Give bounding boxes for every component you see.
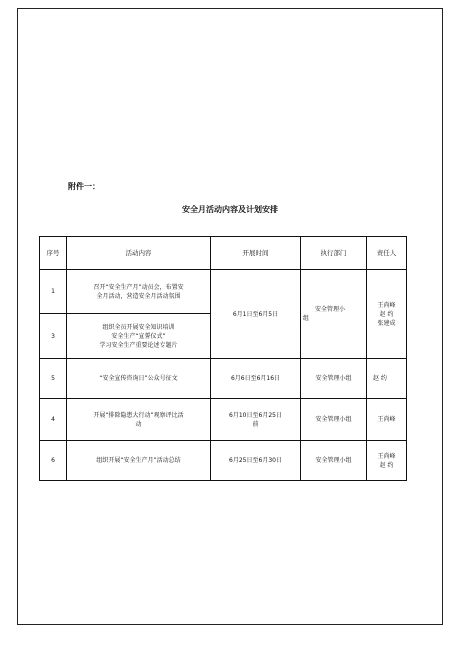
table-row [40,270,407,314]
row-content: 组织开展“安全生产月”活动总结 [67,441,211,481]
row-content: 组织全员开展安全知识培训 安全生产“宣誓仪式” 学习安全生产重要论述专题片 [67,314,211,359]
row-no: 6 [40,441,67,481]
table-header-row [40,237,407,270]
row-no: 4 [40,399,67,441]
row-no: 3 [40,314,67,359]
row-content: 召开“安全生产月”动员会，布置安 全月活动，营造安全月活动氛围 [67,270,211,314]
row-dept: 安全管理小 组 [301,270,367,359]
row-person: 王尚峰 [367,399,407,441]
document-title: 安全月活动内容及计划安排 [182,205,278,214]
row-dept: 安全管理小组 [301,359,367,399]
row-time: 6月6日至6月16日 [211,359,301,399]
header-no: 序号 [40,237,67,270]
row-person: 赵 约 [367,359,407,399]
row-time: 6月10日至6月25日 前 [211,399,301,441]
header-dept: 执行部门 [301,237,367,270]
row-person: 王尚峰 赵 约 张建成 [367,270,407,359]
header-time: 开展时间 [211,237,301,270]
row-no: 5 [40,359,67,399]
row-time: 6月1日至6月5日 [211,270,301,359]
table-row [40,441,407,481]
row-time: 6月25日至6月30日 [211,441,301,481]
row-dept: 安全管理小组 [301,441,367,481]
activity-plan-table [39,236,407,481]
table-row [40,399,407,441]
row-content: 开展“排除隐患大行动”观察评比活 动 [67,399,211,441]
header-person: 责任人 [367,237,407,270]
attachment-label: 附件一： [68,182,100,191]
row-content: “安全宣传咨询日”公众号征文 [67,359,211,399]
header-content: 活动内容 [67,237,211,270]
row-person: 王尚峰 赵 约 [367,441,407,481]
table-row [40,359,407,399]
row-no: 1 [40,270,67,314]
row-dept: 安全管理小组 [301,399,367,441]
